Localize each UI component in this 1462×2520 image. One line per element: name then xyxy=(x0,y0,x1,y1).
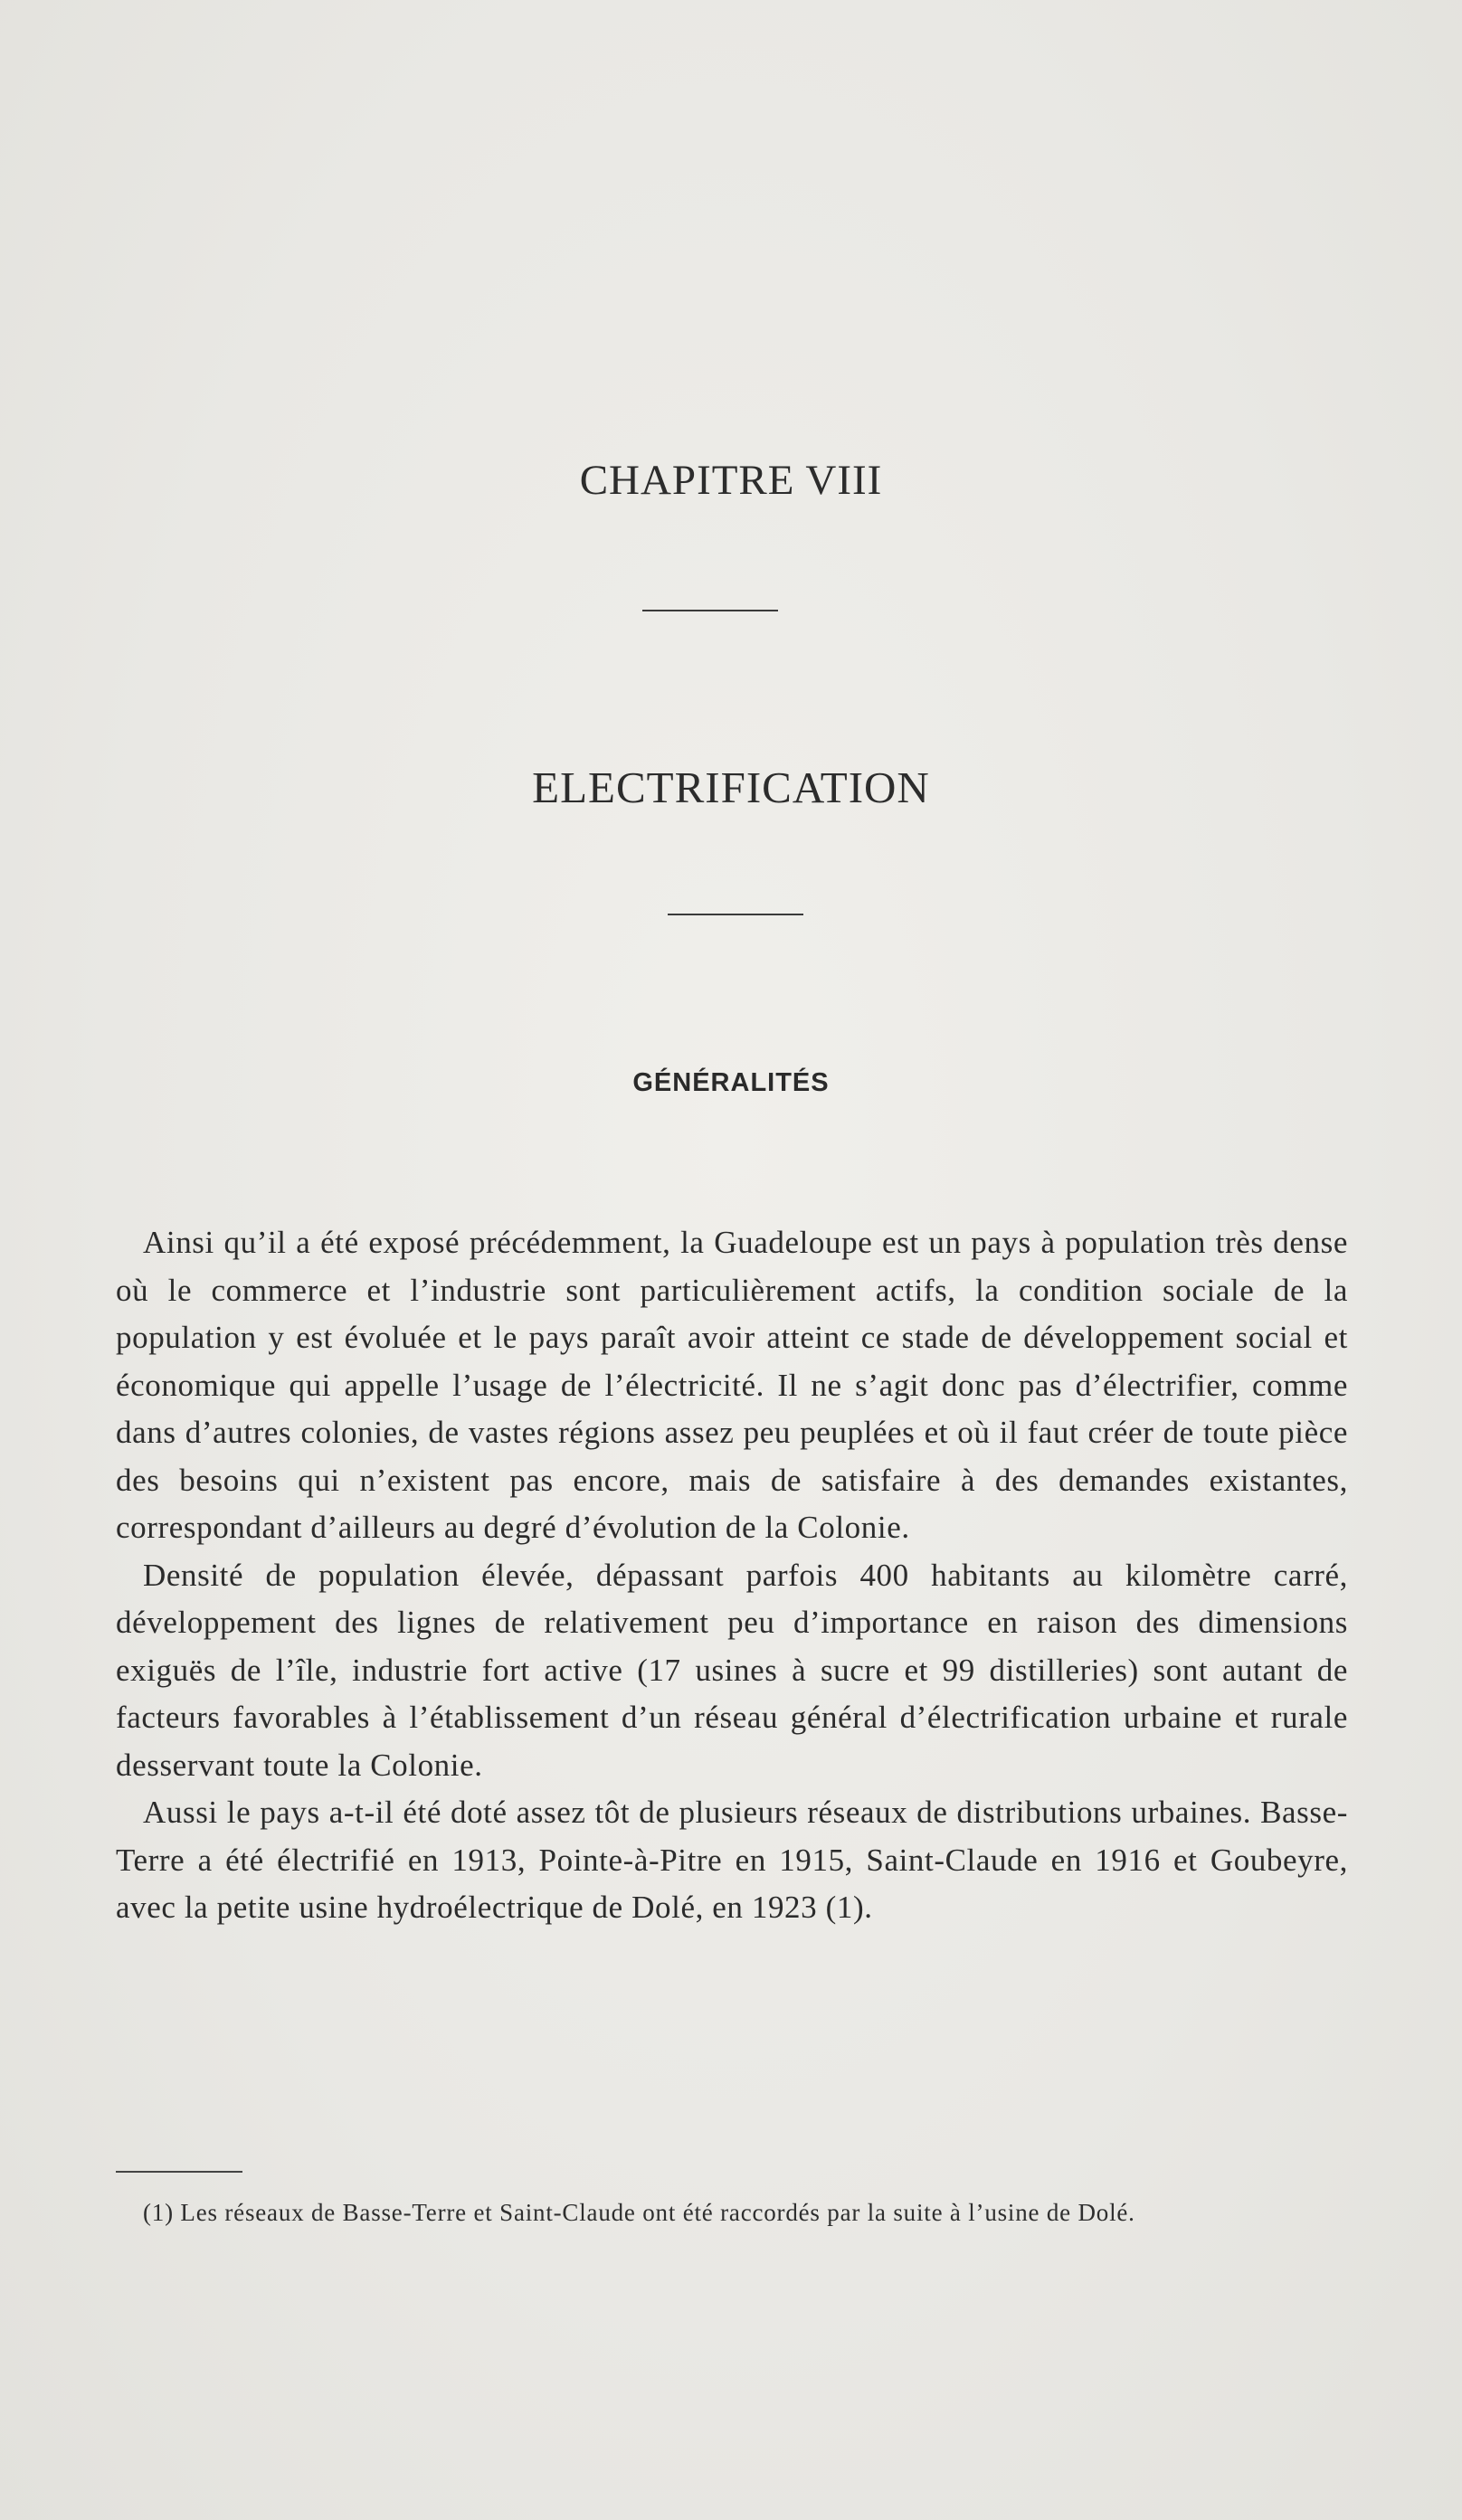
paragraph-2: Densité de population élevée, dépassant parfois 400 habitants au kilomètre carré, développement des lignes de relativement peu d’importance en raison des dimensions exiguës de l’île, industrie fort active (17 usines à sucre et 99 distilleries) sont autant de facteurs favorables à l’établissement d’un réseau général d’électrification urbaine et rurale desservant toute la Colonie. xyxy=(116,1557,1348,1783)
section-heading: GÉNÉRALITÉS xyxy=(632,1068,830,1097)
body-text xyxy=(116,1219,1348,1932)
chapter-divider xyxy=(642,610,778,611)
chapter-heading: CHAPITRE VIII xyxy=(579,457,883,504)
chapter-title: ELECTRIFICATION xyxy=(532,763,930,812)
paragraph-3: Aussi le pays a-t-il été doté assez tôt de plusieurs réseaux de distributions urbaines. Basse-Terre a été électrifié en 1913, Pointe-à-Pitre en 1915, Saint-Claude en 1916 et Goubeyre, avec la petite usine hydroélectrique de Dolé, en 1923 (1). xyxy=(116,1795,1348,1925)
footnote-divider xyxy=(116,2171,242,2173)
footnote xyxy=(116,2196,1346,2229)
footnote-text: (1) Les réseaux de Basse-Terre et Saint-Claude ont été raccordés par la suite à l’usine de Dolé. xyxy=(143,2199,1135,2226)
title-divider xyxy=(668,914,803,915)
paragraph-1: Ainsi qu’il a été exposé précédemment, la Guadeloupe est un pays à population très dense où le commerce et l’industrie sont particulièrement actifs, la condition sociale de la population y est évoluée et le pays paraît avoir atteint ce stade de développement social et économique qui appelle l’usage de l’électricité. Il ne s’agit donc pas d’électrifier, comme dans d’autres colonies, de vastes régions assez peu peuplées et où il faut créer de toute pièce des besoins qui n’existent pas encore, mais de satisfaire à des demandes existantes, correspondant d’ailleurs au degré d’évolution de la Colonie. xyxy=(116,1225,1348,1545)
